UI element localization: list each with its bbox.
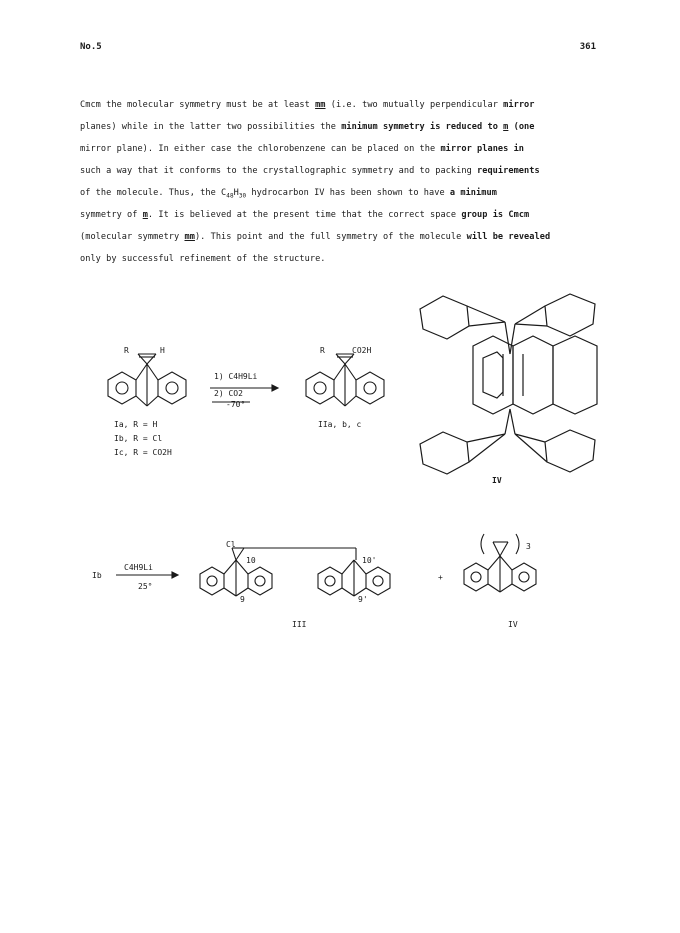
reagent-step-1: 1) C4H9Li xyxy=(214,372,258,381)
structure-iv-figure xyxy=(405,284,610,484)
ring-left-a xyxy=(108,372,136,404)
start-compound-ib: Ib xyxy=(92,571,102,580)
text-line-5: of the molecule. Thus, the $C_{48}H_{30}$ hydrocarbon IV has been shown to have a minimum xyxy=(80,188,497,200)
text-line-1: Cmcm the molecular symmetry must be at least mm (i.e. two mutually perpendicular mirror xyxy=(80,100,535,110)
compound-ic: Ic, R = CO2H xyxy=(114,448,172,457)
h-substituent-label: H xyxy=(160,346,165,355)
compound-ia: Ia, R = H xyxy=(114,420,158,429)
ring-left-b xyxy=(158,372,186,404)
text-line-4: such a way that it conforms to the crystallographic symmetry and to packing requirements xyxy=(80,166,540,176)
co2h-label: CO2H xyxy=(352,346,372,355)
text-line-8: only by successful refinement of the structure. xyxy=(80,254,326,264)
reaction-temp-2: 25° xyxy=(138,582,153,591)
position-10-prime-label: 10' xyxy=(362,556,377,565)
text-line-6: symmetry of m. It is believed at the present time that the correct space group is Cmcm xyxy=(80,210,530,220)
ring-right-b xyxy=(356,372,384,404)
text-line-3: mirror plane). In either case the chlorobenzene can be placed on the mirror planes in xyxy=(80,144,525,154)
reaction-temp: -70° xyxy=(226,400,246,409)
cl-label: Cl xyxy=(226,540,236,549)
page-number: 361 xyxy=(579,42,596,52)
label-iii: III xyxy=(292,620,307,629)
plus-sign: + xyxy=(438,573,443,582)
text-line-7: (molecular symmetry mm). This point and the full symmetry of the molecule will be revealed xyxy=(80,232,551,242)
r-substituent-label-2: R xyxy=(320,346,325,355)
journal-issue: No.5 xyxy=(80,42,102,52)
label-iv-bottom: IV xyxy=(508,620,518,629)
body-paragraph xyxy=(80,94,610,270)
position-9-label: 9 xyxy=(240,595,245,604)
compound-ib: Ib, R = Cl xyxy=(114,434,163,443)
reagent-step-2: 2) CO2 xyxy=(214,389,243,398)
r-substituent-label: R xyxy=(124,346,129,355)
product-iia-c: IIa, b, c xyxy=(318,420,362,429)
ring-right-a xyxy=(306,372,334,404)
position-10-label: 10 xyxy=(246,556,256,565)
position-9-prime-label: 9' xyxy=(358,595,368,604)
structure-iv-label: IV xyxy=(492,476,502,485)
text-line-2: planes) while in the latter two possibilities the minimum symmetry is reduced to m (one xyxy=(80,122,535,132)
reagent-butyllithium: C4H9Li xyxy=(124,563,153,572)
subscript-3: 3 xyxy=(526,542,531,551)
